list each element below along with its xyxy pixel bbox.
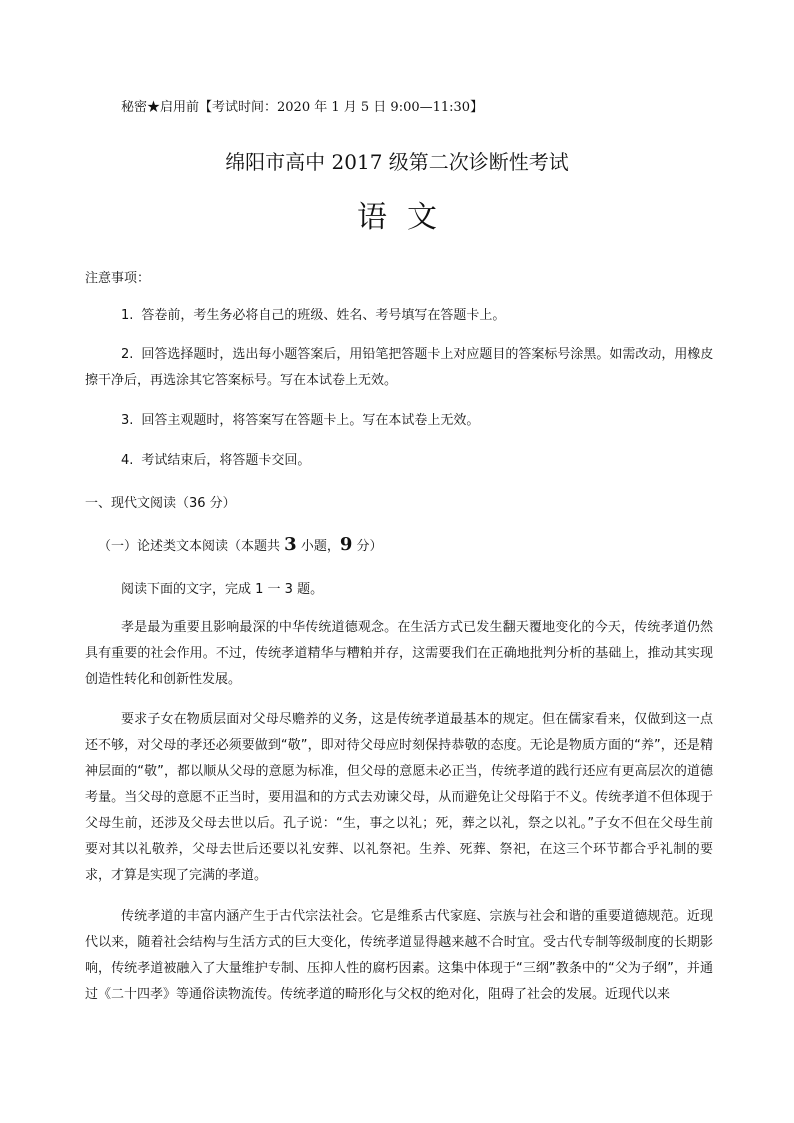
notice-item-1: [85, 303, 715, 329]
notice-number: 3.: [121, 413, 134, 428]
notice-item-2: [85, 342, 715, 394]
section-heading: 一、现代文阅读（36 分）: [85, 496, 236, 511]
confidential-exam-time: 秘密★启用前【考试时间：2020 年 1 月 5 日 9:00—11:30】: [121, 100, 484, 115]
passage-paragraph-2: 要求子女在物质层面对父母尽赡养的义务，这是传统孝道最基本的规定。但在儒家看来，仅做到这一点还不够，对父母的孝还必须要做到“敬”，即对待父母应时刻保持恭敬的态度。无论是物质方面的“养”，还是精神层面的“敬”，都以顺从父母的意愿为标准，但父母的意愿未必正当，传统孝道的践行还应有更高层次的道德考量。当父母的意愿不正当时，要用温和的方式去劝谏父母，从而避免让父母陷于不义。传统孝道不但体现于父母生前，还涉及父母去世以后。孔子说：“生，事之以礼；死，葬之以礼，祭之以礼。”子女不但在父母生前要对其以礼敬养，父母去世后还要以礼安葬、以礼祭祀。生养、死葬、祭祀，在这三个环节都合乎礼制的要求，才算是实现了完满的孝道。: [85, 712, 713, 883]
notice-item-3: [85, 408, 715, 434]
section-score: 9: [339, 534, 353, 555]
notice-number: 4.: [121, 453, 134, 468]
notice-text: 考试结束后，将答题卡交回。: [141, 453, 311, 468]
passage-paragraph-1: 孝是最为重要且影响最深的中华传统道德观念。在生活方式已发生翻天覆地变化的今天，传统孝道仍然具有重要的社会作用。不过，传统孝道精华与糟粕并存，这需要我们在正确地批判分析的基础上，推动其实现创造性转化和创新性发展。: [85, 620, 713, 687]
notice-text: 回答选择题时，选出每小题答案后，用铅笔把答题卡上对应题目的答案标号涂黑。如需改动，用橡皮擦干净后，再选涂其它答案标号。写在本试卷上无效。: [85, 347, 714, 388]
subsection-suffix: 分）: [356, 539, 383, 554]
subsection-prefix: （一）论述类文本阅读（本题共: [98, 539, 281, 554]
reading-instruction: 阅读下面的文字，完成 1 一 3 题。: [121, 582, 324, 597]
notice-heading: 注意事项：: [85, 271, 151, 286]
passage-paragraph-3: 传统孝道的丰富内涵产生于古代宗法社会。它是维系古代家庭、宗族与社会和谐的重要道德规范。近现代以来，随着社会结构与生活方式的巨大变化，传统孝道显得越来越不合时宜。受古代专制等级制度的长期影响，传统孝道被融入了大量维护专制、压抑人性的腐朽因素。这集中体现于“三纲”教条中的“父为子纲”，并通过《二十四孝》等通俗读物流传。传统孝道的畸形化与父权的绝对化，阻碍了社会的发展。近现代以来: [85, 909, 713, 1002]
subsection-heading: [98, 534, 383, 555]
question-count: 3: [284, 534, 297, 555]
subject-title: 语文: [357, 200, 457, 235]
subsection-mid: 小题，: [300, 539, 340, 554]
notice-text: 答卷前，考生务必将自己的班级、姓名、考号填写在答题卡上。: [141, 308, 506, 323]
notice-number: 2.: [121, 347, 134, 362]
notice-text: 回答主观题时，将答案写在答题卡上。写在本试卷上无效。: [141, 413, 480, 428]
notice-number: 1.: [121, 308, 134, 323]
notice-item-4: [85, 448, 715, 474]
exam-title: 绵阳市高中 2017 级第二次诊断性考试: [225, 150, 569, 174]
